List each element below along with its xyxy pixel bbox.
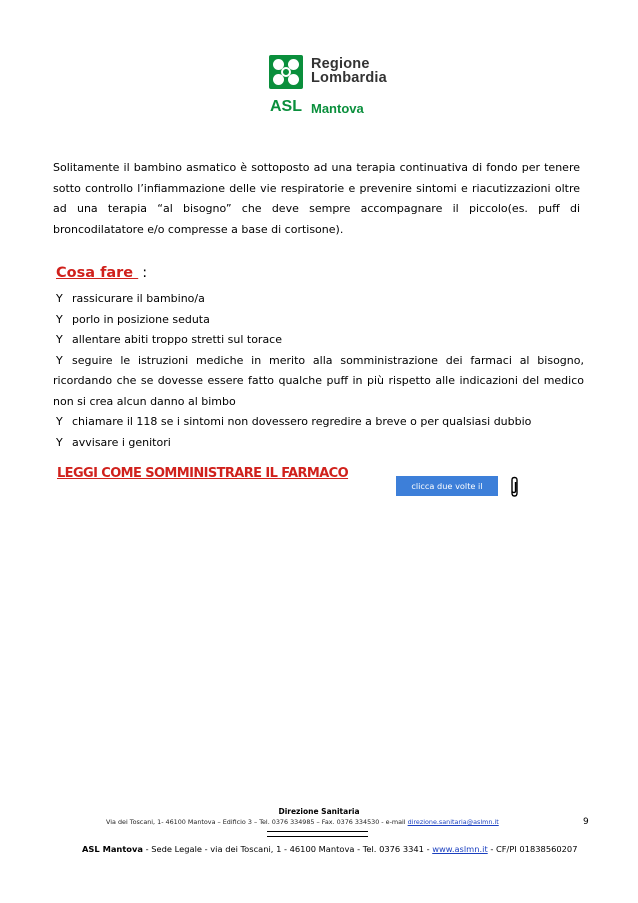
bullet-marker: Y [56, 435, 63, 449]
bullet-marker: Y [56, 292, 63, 305]
footer-divider [267, 836, 368, 837]
footer-address-text: Via dei Toscani, 1- 46100 Mantova – Edificio 3 – Tel. 0376 334985 – Fax. 0376 334530 - e-mail [106, 818, 408, 826]
list-item [53, 310, 584, 331]
section-colon: : [142, 265, 148, 281]
footer-address [106, 818, 499, 826]
clicca-button[interactable]: clicca due volte il simbolo [396, 476, 498, 496]
instructions-list [53, 289, 584, 453]
leggi-link[interactable]: LEGGI COME SOMMINISTRARE IL FARMACO [57, 466, 349, 481]
footer-divider [267, 831, 368, 832]
footer-org: ASL Mantova [82, 844, 144, 854]
logo-city: Mantova [311, 101, 364, 116]
paperclip-icon[interactable] [509, 476, 519, 498]
asl-mantova-logo [269, 55, 389, 125]
list-item [53, 351, 584, 413]
bullet-marker: Y [56, 415, 63, 428]
list-item [53, 433, 584, 454]
footer-site-link[interactable]: www.aslmn.it [432, 844, 488, 854]
list-item-text: porlo in posizione seduta [72, 312, 210, 326]
footer-legal-tail: - CF/PI 01838560207 [487, 844, 578, 854]
section-title: Cosa fare [56, 265, 139, 281]
logo-line1: Regione [311, 56, 370, 72]
footer-title: Direzione Sanitaria [278, 807, 360, 816]
list-item-text: allentare abiti troppo stretti sul torace [72, 333, 282, 346]
bullet-marker: Y [56, 312, 63, 326]
bullet-marker: Y [56, 333, 63, 346]
list-item [53, 412, 584, 433]
logo-line2: Lombardia [311, 70, 387, 86]
regione-lombardia-emblem-icon [269, 55, 303, 89]
intro-paragraph: Solitamente il bambino asmatico è sottoposto ad una terapia continuativa di fondo per tenere sotto controllo l’infiammazione delle vie respiratorie e prevenire sintomi e riacutizzazioni oltre ad una terapia “al bisogno” che deve sempre accompagnare il piccolo(es. puff di broncodilatatore e/o compresse a base di cortisone). [53, 161, 580, 237]
list-item-text: seguire le istruzioni mediche in merito alla somministrazione dei farmaci al bisogno, ricordando che se dovesse essere fatto qualche puff in più rispetto alle indicazioni del medico non si crea alcun danno al bimbo [53, 353, 584, 408]
list-item-text: rassicurare il bambino/a [72, 292, 205, 305]
section-heading [56, 265, 147, 281]
bullet-marker: Y [56, 353, 63, 367]
page-number: 9 [583, 817, 589, 827]
list-item [53, 289, 584, 310]
list-item [53, 330, 584, 351]
logo-asl: ASL [270, 98, 302, 115]
list-item-text: avvisare i genitori [72, 435, 171, 449]
footer-legal [82, 844, 578, 854]
footer-email-link[interactable]: direzione.sanitaria@aslmn.it [407, 818, 499, 826]
footer-legal-text: - Sede Legale - via dei Toscani, 1 - 46100 Mantova - Tel. 0376 3341 - [143, 844, 433, 854]
list-item-text: chiamare il 118 se i sintomi non dovessero regredire a breve o per qualsiasi dubbio [72, 415, 532, 428]
